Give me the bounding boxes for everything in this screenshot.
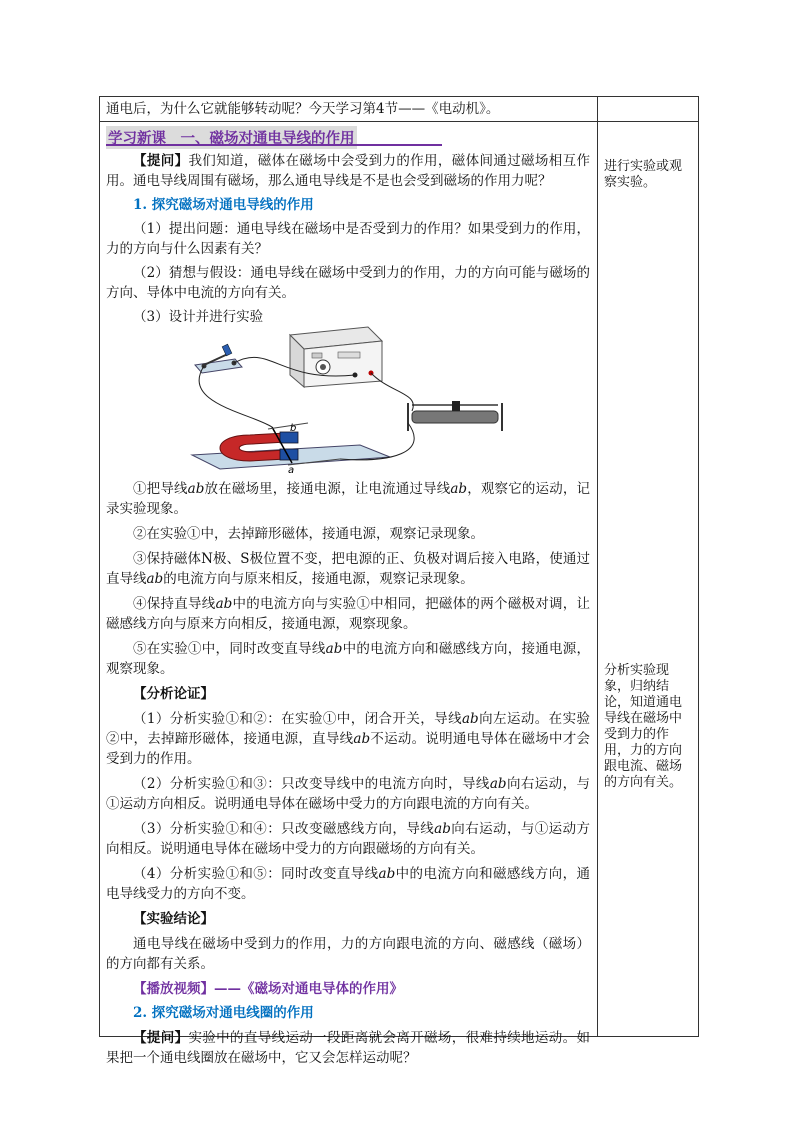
rheostat-icon	[408, 401, 502, 431]
a4-part-a: （4）分析实验①和⑤：同时改变直导线	[133, 866, 379, 882]
main-body	[106, 151, 590, 327]
a2-part-a: （2）分析实验①和③：只改变导线中的电流方向时，导线	[133, 776, 490, 792]
a1-ab-2: ab	[353, 731, 371, 747]
conclusion-tag: 【实验结论】	[133, 911, 214, 927]
e1-part-b: 放在磁场里，接通电源，让电流通过导线	[204, 481, 451, 497]
step-1: （1）提出问题：通电导线在磁场中是否受到力的作用？如果受到力的作用，力的方向与什么因素有关？	[106, 221, 590, 257]
e5-part-a: ⑤在实验①中，同时改变直导线	[133, 641, 326, 657]
row0-text: 通电后，为什么它就能够转动呢？今天学习第4节——《电动机》。	[106, 101, 500, 117]
side-note-2: 分析实验现象，归纳结论，知道通电导线在磁场中受到力的作用，力的方向跟电流、磁场的方向有关。	[604, 663, 683, 790]
a3-ab: ab	[434, 821, 451, 837]
lesson-table	[99, 96, 699, 1066]
a2-part-b: 向右运动，与①运动方向相反。说明通电导体在磁场中受力的方向跟电流的方向有关。	[106, 776, 591, 812]
row0-cell	[106, 99, 590, 119]
e1-ab-1: ab	[187, 481, 205, 497]
video-line: 【播放视频】——《磁场对通电导体的作用》	[133, 981, 403, 997]
experiment-1	[106, 479, 590, 519]
power-supply-icon	[290, 327, 382, 387]
a4-part-b: 中的电流方向和磁感线方向，通电导线受力的方向不变。	[106, 866, 590, 902]
a3-part-a: （3）分析实验①和④：只改变磁感线方向，导线	[133, 821, 435, 837]
heading-2: 2. 探究磁场对通电线圈的作用	[133, 1005, 314, 1021]
analysis-4	[106, 864, 590, 904]
e4-part-b: 中的电流方向与实验①中相同，把磁体的两个磁极对调，让磁感线方向与原来方向相反，接通电源，观察现象。	[106, 596, 591, 632]
analysis-3	[106, 819, 590, 859]
e4-part-a: ④保持直导线	[133, 596, 216, 612]
a1-part-b: 向左运动。在实验②中，去掉蹄形磁体，接通电源，直导线	[106, 711, 591, 747]
row-divider	[100, 121, 698, 122]
e3-part-a: ③保持磁体N极、S极位置不变，把电源的正、负极对调后接入电路，使通过直导线	[106, 551, 590, 587]
experiment-figure	[190, 323, 510, 473]
a1-part-c: 不运动。说明通电导体在磁场中才会受到力的作用。	[106, 731, 591, 767]
a4-ab: ab	[378, 866, 396, 882]
intro-paragraph	[106, 151, 590, 191]
conclusion-text: 通电导线在磁场中受到力的作用，力的方向跟电流的方向、磁感线（磁场）的方向都有关系。	[106, 936, 590, 972]
experiment-3	[106, 549, 590, 589]
analysis-tag: 【分析论证】	[133, 686, 214, 702]
side-note-1: 进行实验或观察实验。	[604, 159, 683, 190]
q2-text: 实验中的直导线运动一段距离就会离开磁场，很难持续地运动。如果把一个通电线圈放在磁场中，它又会怎样运动呢？	[106, 1030, 590, 1066]
experiment-4	[106, 594, 590, 634]
section-banner: 学习新课 一、磁场对通电导线的作用	[106, 126, 357, 149]
step-2: （2）猜想与假设：通电导线在磁场中受到力的作用，力的方向可能与磁场的方向、导体中电流的方向有关。	[106, 265, 590, 301]
q2-tag: 【提问】	[133, 1030, 189, 1046]
banner-underline	[106, 144, 442, 146]
step-3: （3）设计并进行实验	[133, 309, 264, 325]
e3-ab: ab	[146, 571, 164, 587]
column-divider	[597, 97, 598, 1036]
e5-part-b: 中的电流方向和磁感线方向，接通电源，观察现象。	[106, 641, 591, 677]
question-2	[106, 1028, 590, 1068]
a1-part-a: （1）分析实验①和②：在实验①中，闭合开关，导线	[133, 711, 462, 727]
e5-ab: ab	[325, 641, 343, 657]
e4-ab: ab	[215, 596, 233, 612]
experiments-body	[106, 479, 590, 1068]
heading-1: 1. 探究磁场对通电导线的作用	[133, 197, 314, 213]
label-a: a	[288, 465, 295, 473]
a1-ab-1: ab	[462, 711, 479, 727]
e1-part-a: ①把导线	[133, 481, 188, 497]
a2-ab: ab	[489, 776, 507, 792]
e1-part-c: ，观察它的运动，记录实验现象。	[106, 481, 591, 517]
experiment-2: ②在实验①中，去掉蹄形磁体，接通电源，观察记录现象。	[133, 526, 484, 542]
a3-part-b: 向右运动，与①运动方向相反。说明通电导体在磁场中受力的方向跟磁场的方向有关。	[106, 821, 591, 857]
analysis-1	[106, 709, 590, 769]
magnet-icon	[192, 423, 390, 473]
intro-tag: 【提问】	[133, 153, 189, 169]
analysis-2	[106, 774, 590, 814]
e3-part-b: 的电流方向与原来相反，接通电源，观察记录现象。	[163, 571, 474, 587]
intro-text: 我们知道，磁体在磁场中会受到力的作用，磁体间通过磁场相互作用。通电导线周围有磁场，那么通电导线是不是也会受到磁场的作用力呢？	[106, 153, 590, 189]
e1-ab-2: ab	[450, 481, 468, 497]
label-b: b	[290, 423, 297, 434]
experiment-5	[106, 639, 590, 679]
